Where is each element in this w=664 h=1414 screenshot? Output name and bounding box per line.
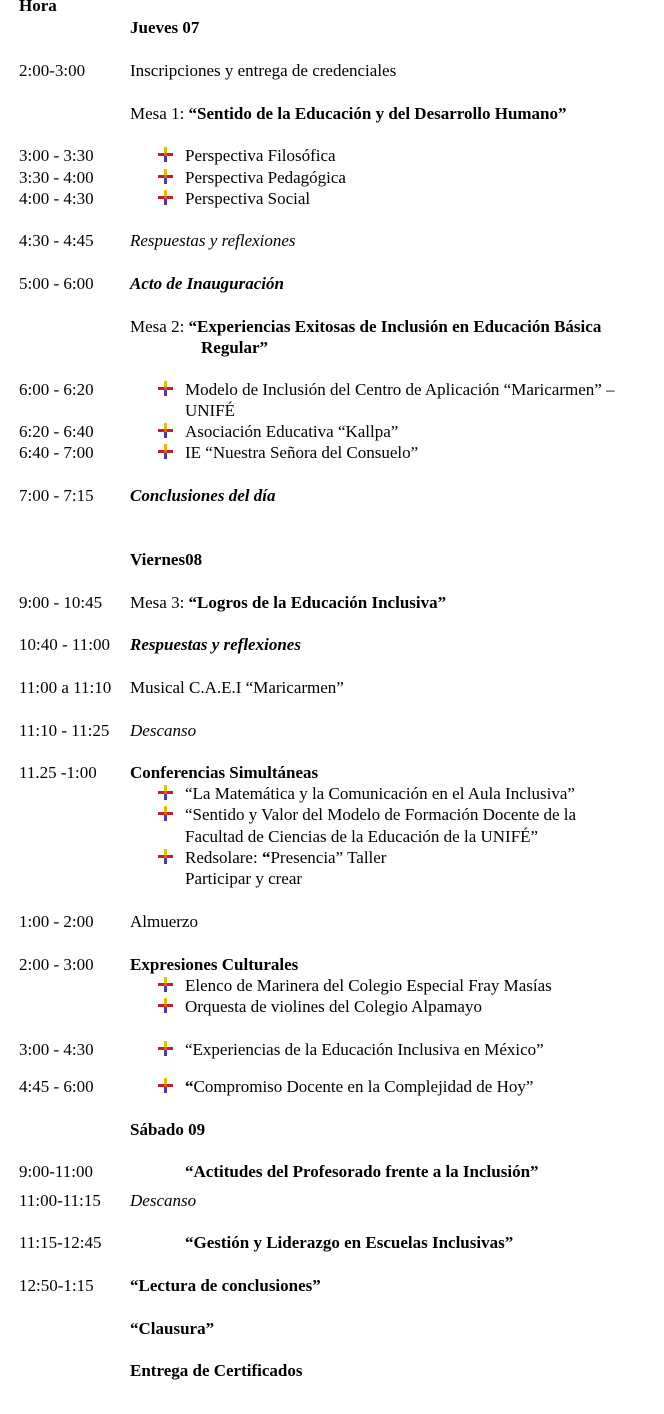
time-viernes-r9: 4:45 - 6:00 xyxy=(19,1077,94,1096)
time-viernes-r6: 1:00 - 2:00 xyxy=(19,912,94,931)
day-sabado: Sábado 09 xyxy=(130,1120,206,1139)
hora-header: Hora xyxy=(19,0,57,15)
time-m1-0: 3:00 - 3:30 xyxy=(19,146,94,165)
conference-item-c-rest: Presencia” Taller xyxy=(270,848,387,867)
activity-m1-1: Perspectiva Pedagógica xyxy=(185,168,346,187)
activity-m2-0-line1: Modelo de Inclusión del Centro de Aplicación “Maricarmen” – xyxy=(185,380,615,399)
activity-viernes-r7: Expresiones Culturales xyxy=(130,955,299,974)
colored-cross-bullet-icon xyxy=(157,805,174,822)
mesa1-title: “Sentido de la Educación y del Desarrollo Humano” xyxy=(188,104,567,123)
activity-viernes-r8: “Experiencias de la Educación Inclusiva en México” xyxy=(185,1040,544,1059)
time-m2-0: 6:00 - 6:20 xyxy=(19,380,94,399)
activity-sabado-r2: Descanso xyxy=(130,1191,197,1210)
time-viernes-r7: 2:00 - 3:00 xyxy=(19,955,94,974)
time-viernes-r8: 3:00 - 4:30 xyxy=(19,1040,94,1059)
activity-viernes-r5: Conferencias Simultáneas xyxy=(130,763,319,782)
time-m1-1: 3:30 - 4:00 xyxy=(19,168,94,187)
mesa2-title-line1: “Experiencias Exitosas de Inclusión en Educación Básica xyxy=(188,317,602,336)
time-viernes-r1: 9:00 - 10:45 xyxy=(19,593,103,612)
time-jueves-r1: 2:00-3:00 xyxy=(19,61,86,80)
mesa2-heading xyxy=(130,316,601,337)
activity-m2-0-line2: UNIFÉ xyxy=(185,401,236,420)
activity-jueves-r2: Respuestas y reflexiones xyxy=(130,231,296,250)
time-sabado-r4: 12:50-1:15 xyxy=(19,1276,94,1295)
mesa2-prefix: Mesa 2: xyxy=(130,317,189,336)
time-m2-1: 6:20 - 6:40 xyxy=(19,422,94,441)
time-sabado-r1: 9:00-11:00 xyxy=(19,1162,93,1181)
time-m1-2: 4:00 - 4:30 xyxy=(19,189,94,208)
colored-cross-bullet-icon xyxy=(157,1077,174,1094)
day-viernes: Viernes08 xyxy=(130,550,203,569)
time-viernes-r5: 11.25 -1:00 xyxy=(19,763,97,782)
culture-item-0: Elenco de Marinera del Colegio Especial Fray Masías xyxy=(185,976,552,995)
mesa3-prefix: Mesa 3: xyxy=(130,593,189,612)
time-sabado-r3: 11:15-12:45 xyxy=(19,1233,102,1252)
colored-cross-bullet-icon xyxy=(157,784,174,801)
colored-cross-bullet-icon xyxy=(157,422,174,439)
mesa3-heading xyxy=(130,592,446,613)
conference-item-b-line1: “Sentido y Valor del Modelo de Formación Docente de la xyxy=(185,805,577,824)
activity-m1-0: Perspectiva Filosófica xyxy=(185,146,336,165)
activity-m2-1: Asociación Educativa “Kallpa” xyxy=(185,422,399,441)
activity-m2-2: IE “Nuestra Señora del Consuelo” xyxy=(185,443,419,462)
time-jueves-r4: 7:00 - 7:15 xyxy=(19,486,94,505)
activity-jueves-r3: Acto de Inauguración xyxy=(130,274,284,293)
time-m2-2: 6:40 - 7:00 xyxy=(19,443,94,462)
conference-item-c-line2: Participar y crear xyxy=(185,869,303,888)
activity-sabado-r4: “Lectura de conclusiones” xyxy=(130,1276,321,1295)
activity-jueves-r4: Conclusiones del día xyxy=(130,486,276,505)
time-jueves-r2: 4:30 - 4:45 xyxy=(19,231,94,250)
colored-cross-bullet-icon xyxy=(157,443,174,460)
day-jueves: Jueves 07 xyxy=(130,18,200,37)
activity-viernes-r6: Almuerzo xyxy=(130,912,198,931)
conference-item-c-line1 xyxy=(185,847,386,868)
time-viernes-r2: 10:40 - 11:00 xyxy=(19,635,110,654)
colored-cross-bullet-icon xyxy=(157,997,174,1014)
colored-cross-bullet-icon xyxy=(157,1040,174,1057)
mesa1-prefix: Mesa 1: xyxy=(130,104,189,123)
activity-viernes-r9-quote: “ xyxy=(185,1077,194,1096)
activity-viernes-r4: Descanso xyxy=(130,721,197,740)
time-viernes-r3: 11:00 a 11:10 xyxy=(19,678,112,697)
mesa3-title: “Logros de la Educación Inclusiva” xyxy=(188,593,447,612)
activity-viernes-r2: Respuestas y reflexiones xyxy=(130,635,301,654)
activity-jueves-r1: Inscripciones y entrega de credenciales xyxy=(130,61,397,80)
colored-cross-bullet-icon xyxy=(157,189,174,206)
activity-viernes-r9 xyxy=(185,1076,533,1097)
activity-viernes-r3: Musical C.A.E.I “Maricarmen” xyxy=(130,678,344,697)
culture-item-1: Orquesta de violines del Colegio Alpamayo xyxy=(185,997,482,1016)
time-jueves-r3: 5:00 - 6:00 xyxy=(19,274,94,293)
colored-cross-bullet-icon xyxy=(157,848,174,865)
conference-item-c-prefix: Redsolare: xyxy=(185,848,262,867)
activity-viernes-r9-rest: Compromiso Docente en la Complejidad de Hoy” xyxy=(193,1077,534,1096)
conference-item-b-line2: Facultad de Ciencias de la Educación de la UNIFÉ” xyxy=(185,827,539,846)
mesa1-heading xyxy=(130,103,567,124)
conference-item-a: “La Matemática y la Comunicación en el Aula Inclusiva” xyxy=(185,784,575,803)
colored-cross-bullet-icon xyxy=(157,168,174,185)
activity-sabado-r3: “Gestión y Liderazgo en Escuelas Inclusivas” xyxy=(185,1233,514,1252)
colored-cross-bullet-icon xyxy=(157,976,174,993)
time-viernes-r4: 11:10 - 11:25 xyxy=(19,721,110,740)
colored-cross-bullet-icon xyxy=(157,380,174,397)
clausura: “Clausura” xyxy=(130,1319,215,1338)
time-sabado-r2: 11:00-11:15 xyxy=(19,1191,101,1210)
activity-sabado-r1: “Actitudes del Profesorado frente a la Inclusión” xyxy=(185,1162,539,1181)
colored-cross-bullet-icon xyxy=(157,146,174,163)
entrega-certificados: Entrega de Certificados xyxy=(130,1361,303,1380)
activity-m1-2: Perspectiva Social xyxy=(185,189,311,208)
mesa2-title-line2: Regular” xyxy=(201,338,269,357)
conference-item-c-quote: “ xyxy=(261,848,271,867)
